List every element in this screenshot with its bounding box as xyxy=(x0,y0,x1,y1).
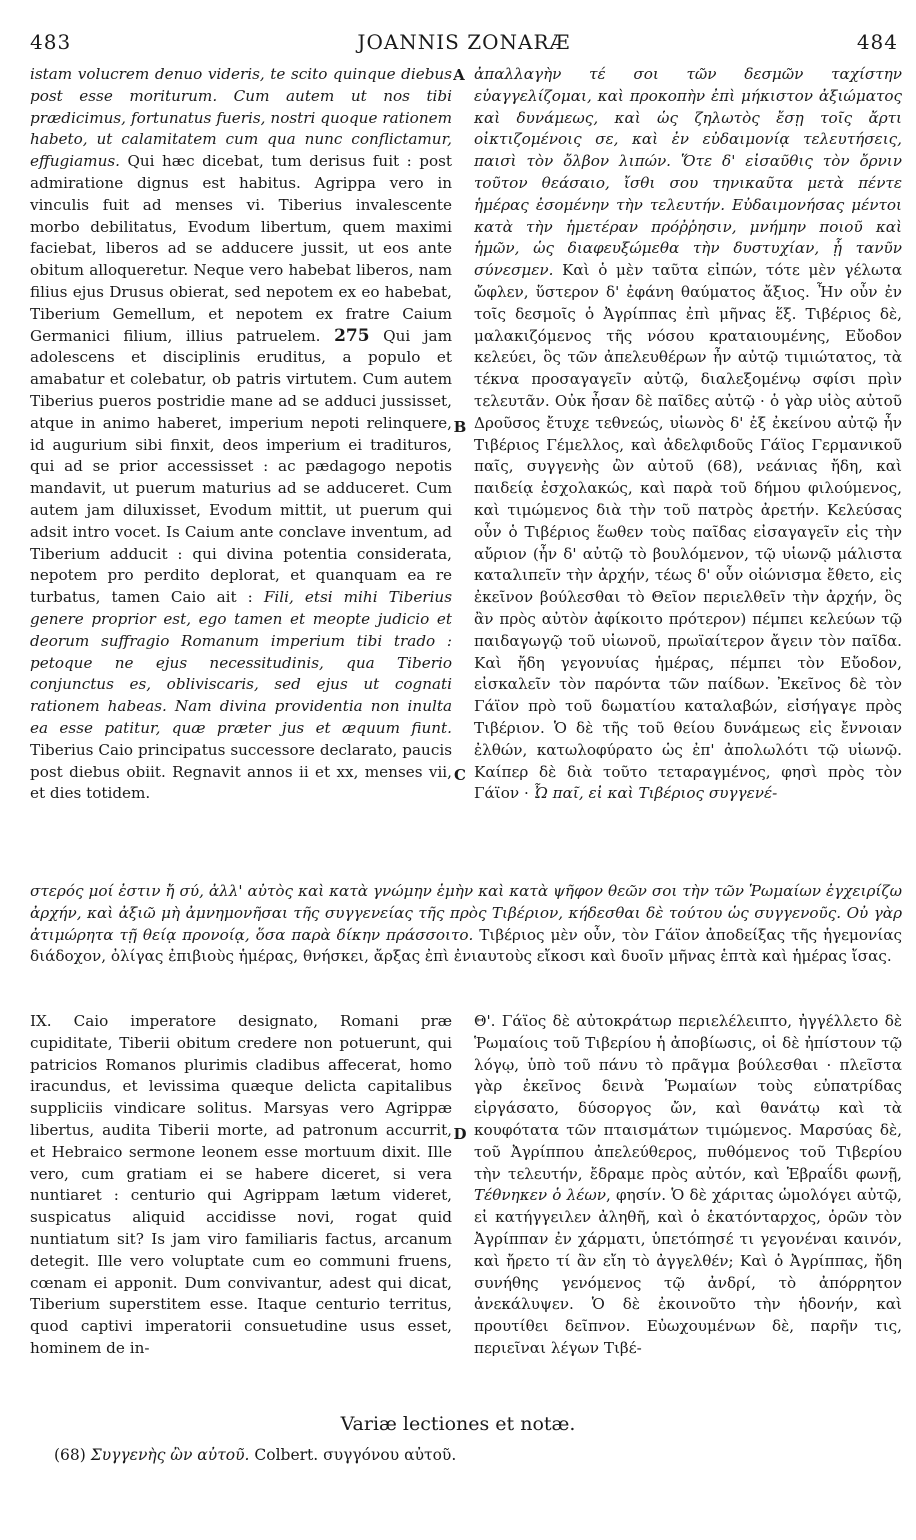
greek-spanning-block xyxy=(30,881,902,968)
greek-italic-prophecy: ἀπαλλαγὴν τέ σοι τῶν δεσμῶν ταχίστην εὐαγγελίζομαι, καὶ προκοπὴν ἐπὶ μήκιστον ἀξιώματος καὶ δυνάμεως, καὶ ὡς ζηλωτὸς ἔσῃ τοῖς ἄρτι οἰκτιζομένοις σε, καὶ ἐν εὐδαιμονίᾳ τελευτήσεις, παισὶ τὸν ὄλβον λιπών. Ὅτε δ' εἰσαῦθις τὸν ὄρνιν τοῦτον θεάσαιο, ἴσθι σου τηνικαῦτα μετὰ πέντε ἡμέρας ἐσομένην τὴν τελευτήν. Εὐδαιμονήσας μέντοι κατὰ τὴν ἡμετέραν πρόῤῥησιν, μνήμην ποιοῦ καὶ ἡμῶν, ὡς διαφευξώμεθα τὴν δυστυχίαν, ᾗ τανῦν σύνεσμεν. xyxy=(474,65,902,280)
running-title: JOANNIS ZONARÆ xyxy=(357,30,571,54)
greek-column-bottom xyxy=(474,1011,902,1360)
footnote-variant: συγγόνου αὐτοῦ. xyxy=(323,1446,457,1464)
latin-italic-speech: Fili, etsi mihi Tiberius genere proprior est, ego tamen et meopte judicio et deorum suffragio Romanum imperium tibi trado : petoque ne ejus necessitudinis, qua Tiberio conjunctus es, obliviscaris, sed ejus ut cognati rationem habeas. Nam divina providentia non inulta ea esse patitur, quæ præter jus et æquum fiunt. xyxy=(30,588,453,737)
greek-span-regular: Τιβέριος μὲν οὖν, τὸν Γάϊον ἀποδείξας τῆς ἡγεμονίας διάδοχον, ὀλίγας ἐπιβιοὺς ἡμέρας, θνήσκει, ἄρξας ἐπὶ ἐνιαυτοὺς εἴκοσι καὶ δυοῖν μῆνας ἑπτὰ καὶ ἡμέρας ἴσας. xyxy=(30,925,902,966)
greek-section-theta xyxy=(474,1011,902,1360)
latin-column-top xyxy=(30,64,452,805)
footnote xyxy=(54,1446,456,1464)
greek-span-italic: στερός μοί ἐστιν ἤ σύ, ἀλλ' αὐτὸς καὶ κατὰ γνώμην ἐμὴν καὶ κατὰ ψῆφον θεῶν σοι τὴν τῶν Ῥωμαίων ἐγχειρίζω ἀρχήν, καὶ ἀξιῶ μὴ ἀμνημονῆσαι τῆς συγγενείας τῆς πρὸς Τιβέριον, κήδεσθαι δὲ τούτου ὡς συγγενοῦς. Οὐ γὰρ ἀτιμώρητα τῇ θείᾳ προνοίᾳ, ὅσα παρὰ δίκην πράσσοιτο. xyxy=(30,882,902,944)
section-marker-b: B xyxy=(453,418,467,436)
greek-text: Καὶ ὁ μὲν ταῦτα εἰπών, τότε μὲν γέλωτα ὤφλεν, ὕστερον δ' ἐφάνη θαύματος ἄξιος. Ἦν οὖν ἐν τοῖς δεσμοῖς ὁ Ἀγρίππας ἐπὶ μῆνας ἕξ. Τιβέριος δὲ, μαλακιζόμενος τῆς νόσου κραταιουμένης, Εὔοδον κελεύει, ὃς τῶν ἀπελευθέρων ἦν αὐτῷ τιμιώτατος, τὰ τέκνα προσαγαγεῖν αὐτῷ, διαλεξομένῳ σφίσι πρὶν τελευτᾶν. Οὐκ ἦσαν δὲ παῖδες αὐτῷ · ὁ γὰρ υἱὸς αὐτοῦ Δροῦσος ἔτυχε τεθνεώς, υἱωνὸς δ' ἐξ ἐκείνου αὐτῷ ἦν Τιβέριος Γέμελλος, καὶ ἀδελφιδοῦς Γάϊος Γερμανικοῦ παῖς, συγγενὴς ὢν αὐτοῦ (68), νεάνιας ἤδη, καὶ παιδείᾳ ἐσχολακώς, καὶ παρὰ τοῦ δήμου φιλούμενος, καὶ τιμώμενος διὰ τὴν τοῦ πατρὸς ἀρετήν. Κελεύσας οὖν ὁ Τιβέριος ἕωθεν τοὺς παῖδας εἰσαγαγεῖν εἰς τὴν αὔριον (ἦν δ' αὐτῷ τὸ βουλόμενον, τῷ υἱωνῷ μάλιστα καταλιπεῖν τὴν ἀρχήν, τέως δ' οὖν οἰώνισμα ἔθετο, εἰς ἐκεῖνον βούλεσθαι τὸ Θεῖον περιελθεῖν τὴν ἀρχήν, ὃς ἂν πρὸς αὐτὸν ἀφίκοιτο πρότερον) πέμπει κελεύων τῷ παιδαγωγῷ τοῦ υἱωνοῦ, πρωϊαίτερον ἄγειν τὸν παῖδα. Καὶ ἤδη γεγονυίας ἡμέρας, πέμπει τὸν Εὔοδον, εἰσκαλεῖν τὸν παρόντα τῶν παίδων. Ἐκεῖνος δὲ τὸν Γάϊον πρὸ τοῦ δωματίου καταλαβών, εἰσήγαγε πρὸς Τιβέριον. Ὁ δὲ τῆς τοῦ θείου δυνάμεως εἰς ἔννοιαν ἐλθών, κατωλοφύρατο ὡς ἐπ' ἀπολωλότι τῷ υἱωνῷ. Καίπερ δὲ διὰ τοῦτο τεταραγμένος, φησὶ πρὸς τὸν Γάϊον · xyxy=(474,261,902,803)
greek-section-italic: Τέθνηκεν ὁ λέων xyxy=(474,1186,606,1205)
latin-text-continued: Qui jam adolescens et disciplinis eruditus, a populo et amabatur et colebatur, ob patris virtutem. Cum autem Tiberius pueros postridie mane ad se adduci jussisset, atque in animo haberet, imperium nepoti relinquere, id augurium sibi finxit, deos imperium ei tradituros, qui ad se prior accessisset : ac pædagogo nepotis mandavit, ut puerum maturius ad se adduceret. Cum autem jam diluxisset, Evodum mittit, ut puerum qui adsit intro vocet. Is Caium ante conclave inventum, ad Tiberium adducit : qui divina potentia considerata, nepotem pro perdito deplorat, et quanquam ea re turbatus, tamen Caio ait : xyxy=(30,326,452,607)
greek-italic-speech: Ὦ παῖ, εἰ καὶ Τιβέριος συγγενέ- xyxy=(533,784,778,803)
page-number-left: 483 xyxy=(30,30,72,54)
greek-paragraph-top xyxy=(474,64,902,805)
section-marker-d: D xyxy=(453,1125,467,1143)
latin-section-ix: IX. Caio imperatore designato, Romani præ cupiditate, Tiberii obitum credere non potuerunt, qui patricios Romanos plurimis cladibus affecerat, homo iracundus, et levissima quæque delicta capitalibus suppliciis vindicare solitus. Marsyas vero Agrippæ libertus, audita Tiberii morte, ad patronum accurrit, et Hebraico sermone leonem esse mortuum dixit. Ille vero, cum gratiam ei se habere diceret, si vera nuntiaret : centurio qui Agrippam lætum videret, suspicatus aliquid accidisse novi, rogat quid nuntiatum sit? Is jam viro familiaris factus, arcanum detegit. Ille vero voluptate cum eo communi fruens, cœnam ei apponit. Dum convivantur, adest qui dicat, Tiberium superstitem esse. Itaque centurio territus, quod captivi imperatorii consuetudine usus esset, hominem de in- xyxy=(30,1012,452,1357)
page-header xyxy=(30,30,898,58)
latin-paragraph-top xyxy=(30,64,452,805)
greek-section-text-b: , φησίν. Ὁ δὲ χάριτας ὡμολόγει αὐτῷ, εἰ κατήγγειλεν ἀληθῆ, καὶ ὁ ἑκατόνταρχος, ὁρῶν τὸν Ἀγρίππαν ἐν χάρματι, ὑπετόπησέ τι γεγονέναι καινόν, καὶ ἤρετο τί ἂν εἴη τὸ ἀγγελθέν; Καὶ ὁ Ἀγρίππας, ἤδη συνήθης γενόμενος τῷ ἀνδρί, τὸ ἀπόρρητον ἀνεκάλυψεν. Ὁ δὲ ἐκοινοῦτο τὴν ἡδονήν, καὶ προυτίθει δεῖπνον. Εὐωχουμένων δὲ, παρῆν τις, περιεῖναι λέγων Τιβέ- xyxy=(474,1186,902,1357)
latin-text: Qui hæc dicebat, tum derisus fuit : post admiratione dignus est habitus. Agrippa vero in vinculis fuit ad menses vi. Tiberius invalescente morbo debilitatus, Evodum libertum, quem maximi faciebat, liberos ad se adducere jussit, ut eos ante obitum alloqueretur. Neque vero habebat liberos, nam filius ejus Drusus obierat, sed nepotem ex eo habebat, Tiberium Gemellum, et nepotem ex fratre Caium Germanici filium, illius patruelem. xyxy=(30,152,452,345)
latin-column-bottom xyxy=(30,1011,452,1360)
page-number-right: 484 xyxy=(856,30,898,54)
section-marker-a: A xyxy=(453,66,465,84)
section-marker-c: C xyxy=(454,766,466,784)
notes-heading: Variæ lectiones et notæ. xyxy=(340,1413,576,1435)
footnote-greek-reading: Συγγενὴς ὢν αὐτοῦ. xyxy=(90,1446,250,1464)
greek-column-top xyxy=(474,64,902,805)
footnote-source: Colbert. xyxy=(254,1446,319,1464)
column-number: 275 xyxy=(334,325,370,346)
latin-italic-prophecy: istam volucrem denuo videris, te scito quinque diebus post esse moriturum. Cum autem ut nos tibi prædicimus, fortunatus fueris, nostri quoque rationem habeto, ut calamitatem cum qua nunc conflictamur, effugiamus. xyxy=(30,65,452,171)
latin-text-final: Tiberius Caio principatus successore declarato, paucis post diebus obiit. Regnavit annos ii et xx, menses vii, et dies totidem. xyxy=(30,740,452,803)
footnote-number: (68) xyxy=(54,1446,86,1464)
greek-section-text-a: Θ'. Γάϊος δὲ αὐτοκράτωρ περιελέλειπτο, ἠγγέλλετο δὲ Ῥωμαίοις τοῦ Τιβερίου ἡ ἀποβίωσις, οἱ δὲ ἠπίστουν τῷ λόγῳ, ὑπὸ τοῦ πάνυ τὸ πρᾶγμα βούλεσθαι · πλεῖστα γὰρ ἐκεῖνος δεινὰ Ῥωμαίων τοὺς εὐπατρίδας εἰργάσατο, δύσοργος ὤν, καὶ θανάτῳ καὶ τὰ κουφότατα τῶν πταισμάτων τιμώμενος. Μαρσύας δὲ, τοῦ Ἀγρίππου ἀπελεύθερος, πυθόμενος τοῦ Τιβερίου τὴν τελευτήν, ἔδραμε πρὸς αὐτόν, καὶ Ἑβραΐδι φωνῇ, xyxy=(474,1012,902,1183)
